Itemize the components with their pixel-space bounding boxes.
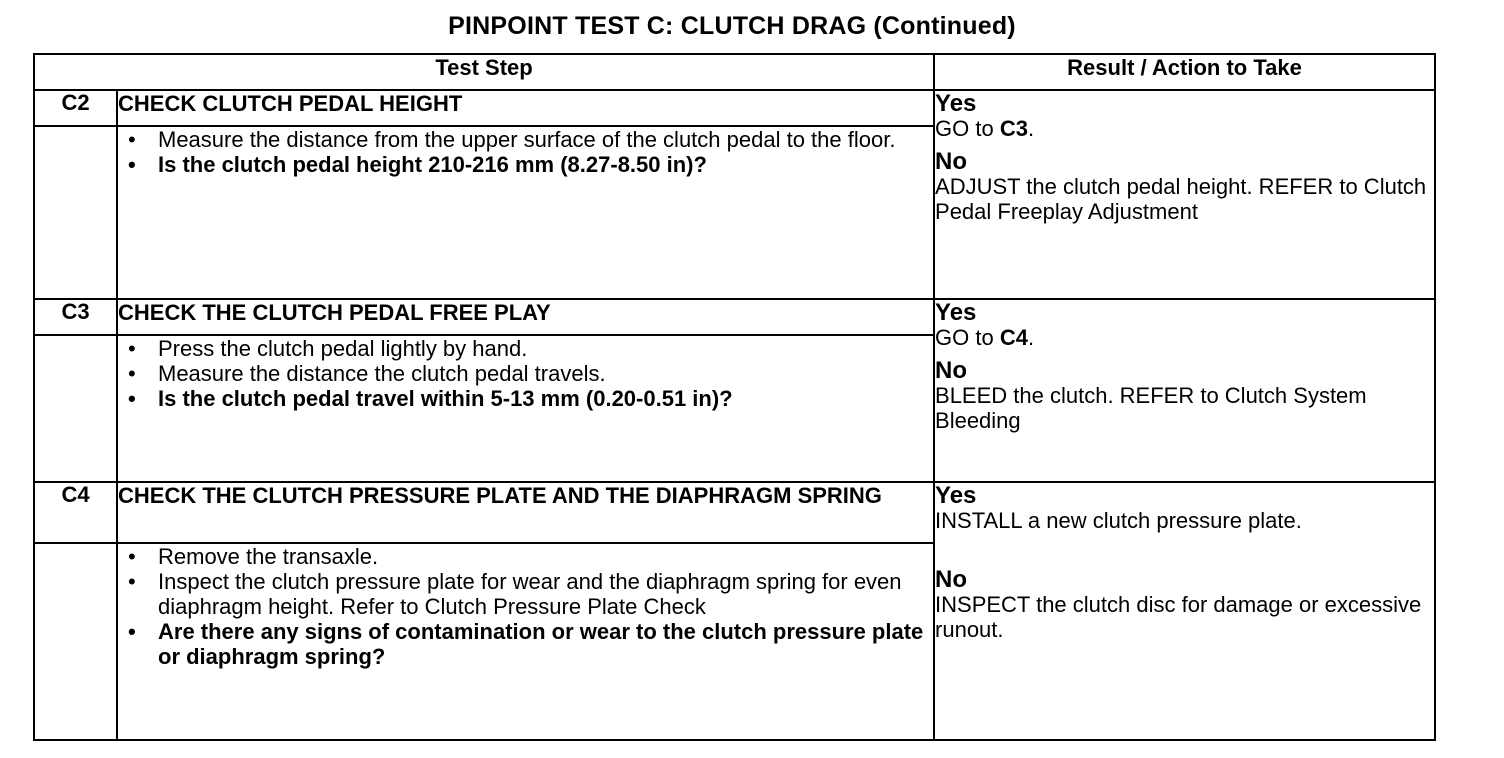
list-item [118, 336, 933, 361]
column-header-result: Result / Action to Take [934, 54, 1435, 90]
bullet-icon: • [128, 544, 136, 569]
question-text: Is the clutch pedal height 210-216 mm (8.27-8.50 in)? [158, 152, 707, 177]
step-id-spacer [34, 335, 117, 482]
yes-action-text: GO to [935, 116, 1000, 141]
yes-action-text: GO to [935, 325, 1000, 350]
yes-action [935, 325, 1434, 350]
yes-action-suffix: . [1027, 325, 1035, 350]
yes-action: INSTALL a new clutch pressure plate. [935, 508, 1302, 533]
step-bullet-list [118, 544, 933, 669]
bullet-text: Press the clutch pedal lightly by hand. [158, 336, 528, 361]
step-c3-result [934, 299, 1435, 482]
no-label: No [935, 357, 968, 384]
list-item-question [118, 619, 933, 669]
step-c2-result [934, 90, 1435, 299]
bullet-icon: • [128, 361, 136, 386]
list-item-question [118, 152, 933, 177]
bullet-text: Measure the distance from the upper surface of the clutch pedal to the floor. [158, 127, 896, 152]
bullet-icon: • [128, 619, 136, 644]
step-id-spacer [34, 126, 117, 299]
page-title: PINPOINT TEST C: CLUTCH DRAG (Continued) [448, 12, 1016, 40]
yes-label: Yes [935, 90, 977, 117]
no-action: ADJUST the clutch pedal height. REFER to Clutch Pedal Freeplay Adjustment [935, 174, 1427, 224]
step-bullet-list [118, 336, 933, 411]
step-reference: C3 [999, 116, 1028, 141]
bullet-text: Measure the distance the clutch pedal travels. [158, 361, 606, 386]
list-item [118, 569, 933, 619]
yes-label: Yes [935, 482, 977, 509]
step-id: C4 [34, 482, 117, 543]
no-action: BLEED the clutch. REFER to Clutch System Bleeding [935, 383, 1367, 433]
step-c2-body [117, 126, 934, 299]
step-id-spacer [34, 543, 117, 740]
yes-action [935, 116, 1434, 141]
list-item-question [118, 386, 933, 411]
question-text: Are there any signs of contamination or wear to the clutch pressure plate or diaphragm spring? [158, 619, 924, 669]
step-c3-body [117, 335, 934, 482]
bullet-icon: • [128, 386, 136, 411]
bullet-text: Remove the transaxle. [158, 544, 379, 569]
bullet-icon: • [128, 336, 136, 361]
step-c4-body [117, 543, 934, 740]
list-item [118, 361, 933, 386]
bullet-icon: • [128, 152, 136, 177]
step-bullet-list [118, 127, 933, 177]
step-c3-heading-row [34, 299, 1435, 335]
no-action: INSPECT the clutch disc for damage or excessive runout. [935, 592, 1422, 642]
list-item [118, 127, 933, 152]
step-id: C3 [34, 299, 117, 335]
step-c4-result [934, 482, 1435, 740]
yes-action-suffix: . [1027, 116, 1035, 141]
bullet-icon: • [128, 127, 136, 152]
step-heading: CHECK THE CLUTCH PEDAL FREE PLAY [117, 299, 934, 335]
bullet-icon: • [128, 569, 136, 594]
bullet-text: Inspect the clutch pressure plate for wear and the diaphragm spring for even diaphragm height. Refer to Clutch Pressure Plate Check [158, 569, 902, 619]
list-item [118, 544, 933, 569]
pinpoint-test-table [33, 53, 1436, 741]
no-label: No [935, 566, 968, 593]
step-heading: CHECK THE CLUTCH PRESSURE PLATE AND THE DIAPHRAGM SPRING [117, 482, 934, 543]
no-label: No [935, 148, 968, 175]
step-id: C2 [34, 90, 117, 126]
step-reference: C4 [999, 325, 1028, 350]
table-header-row [34, 54, 1435, 90]
question-text: Is the clutch pedal travel within 5-13 mm (0.20-0.51 in)? [158, 386, 733, 411]
step-heading: CHECK CLUTCH PEDAL HEIGHT [117, 90, 934, 126]
column-header-test-step: Test Step [34, 54, 934, 90]
step-c4-heading-row [34, 482, 1435, 543]
yes-label: Yes [935, 299, 977, 326]
step-c2-heading-row [34, 90, 1435, 126]
